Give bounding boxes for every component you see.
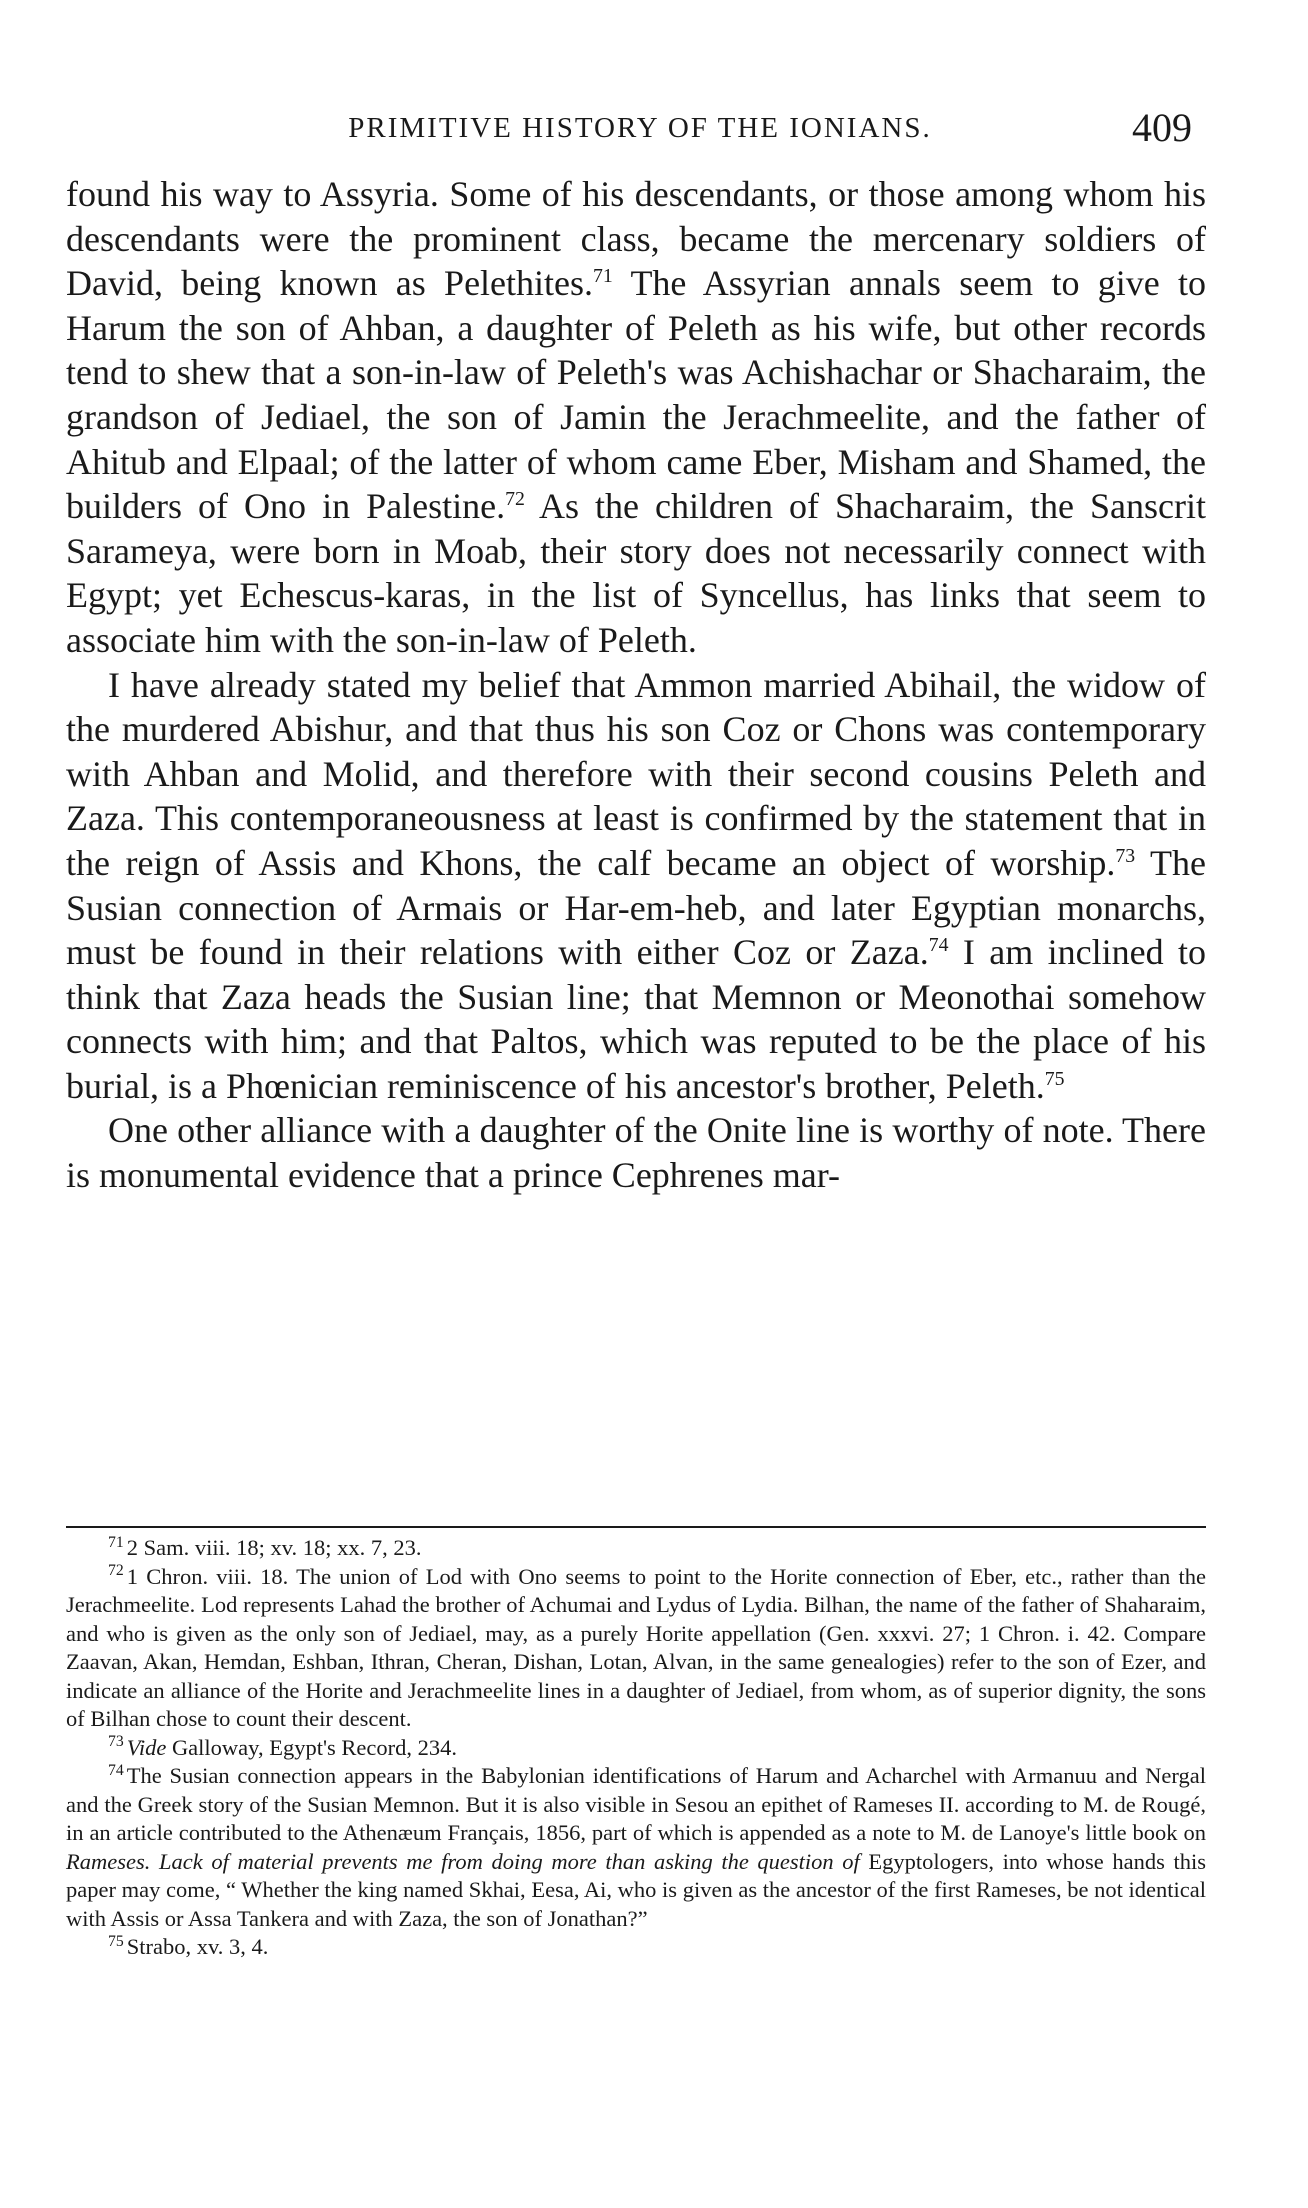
footnote-71 (66, 1534, 1206, 1563)
running-head (70, 104, 1210, 154)
page-number: 409 (1132, 105, 1192, 150)
footnote-divider (66, 1526, 1206, 1528)
footnote-number: 75 (108, 1932, 124, 1950)
footnote-ref-71[interactable]: 71 (593, 265, 613, 288)
paragraph-2-text-c: I am inclined to think that Zaza heads the Susian line; that Memnon or Meonothai somehow connects with him; and that Paltos, which was reputed to be the place of his burial, is a Phœnician reminiscence of his ancestor's brother, Peleth. (66, 932, 1206, 1106)
footnotes (66, 1534, 1206, 1962)
footnote-ref-72[interactable]: 72 (505, 488, 525, 511)
footnote-73 (66, 1734, 1206, 1763)
footnote-number: 74 (108, 1761, 124, 1779)
footnote-italic-text: Rameses. Lack of material prevents me from doing more than asking the question of (66, 1848, 860, 1874)
paragraph-1-text-b: The Assyrian annals seem to give to Harum the son of Ahban, a daughter of Peleth as his wife, but other records tend to shew that a son-in-law of Peleth's was Achishachar or Shacharaim, the grandson of Jediael, the son of Jamin the Jerachmeelite, and the father of Ahitub and Elpaal; of the latter of whom came Eber, Misham and Shamed, the builders of Ono in Palestine. (66, 263, 1206, 527)
paragraph-3-text: One other alliance with a daughter of the Onite line is worthy of note. There is monumental evidence that a prince Cephrenes mar- (66, 1110, 1206, 1196)
footnote-text: The Susian connection appears in the Babylonian identifications of Harum and Acharchel with Armanuu and Nergal and the Greek story of the Susian Memnon. But it is also visible in Sesou an epithet of Rameses II. according to M. de Rougé, in an article contributed to the Athenæum Français, 1856, part of which is appended as a note to M. de Lanoye's little book on (66, 1763, 1206, 1845)
paragraph-1 (66, 172, 1206, 663)
running-title: PRIMITIVE HISTORY OF THE IONIANS. (348, 112, 932, 144)
footnote-text: 2 Sam. viii. 18; xv. 18; xx. 7, 23. (126, 1535, 422, 1560)
footnote-75 (66, 1933, 1206, 1962)
footnote-ref-74[interactable]: 74 (928, 934, 949, 957)
paragraph-2-text-b: The Susian connection of Armais or Har-em-heb, and later Egyptian monarchs, must be found in their relations with either Coz or Zaza. (66, 842, 1206, 973)
paragraph-3 (66, 1108, 1206, 1197)
paragraph-1-text-c: As the children of Shacharaim, the Sanscrit Sarameya, were born in Moab, their story does not necessarily connect with Egypt; yet Echescus-karas, in the list of Syncellus, has links that seem to associate him with the son-in-law of Peleth. (66, 486, 1206, 660)
footnote-text: 1 Chron. viii. 18. The union of Lod with Ono seems to point to the Horite connection of Eber, etc., rather than the Jerachmeelite. Lod represents Lahad the brother of Achumai and Lydus of Lydia. Bilhan, the name of the father of Shaharaim, and who is given as the only son of Jediael, may, as a purely Horite appellation (Gen. xxxvi. 27; 1 Chron. i. 42. Compare Zaavan, Akan, Hemdan, Eshban, Ithran, Cheran, Dishan, Lotan, Alvan, in the same genealogies) refer to the son of Ezer, and indicate an alliance of the Horite and Jerachmeelite lines in a daughter of Jediael, from whom, as of superior dignity, the sons of Bilhan chose to count their descent. (66, 1563, 1206, 1731)
body-text (66, 172, 1206, 1198)
footnote-number: 73 (108, 1733, 124, 1750)
footnote-number: 72 (108, 1562, 124, 1579)
footnote-number: 71 (108, 1533, 124, 1551)
footnote-ref-75[interactable]: 75 (1044, 1067, 1065, 1090)
paragraph-2-text-a: I have already stated my belief that Ammon married Abihail, the widow of the murdered Abishur, and that thus his son Coz or Chons was contemporary with Ahban and Molid, and therefore with their second cousins Peleth and Zaza. This contemporaneousness at least is confirmed by the statement that in the reign of Assis and Khons, the calf became an object of worship. (66, 664, 1206, 883)
paragraph-1-text-a: found his way to Assyria. Some of his descendants, or those among whom his descendants were the prominent class, became the mercenary soldiers of David, being known as Pelethites. (66, 174, 1206, 304)
footnote-text: Strabo, xv. 3, 4. (126, 1934, 269, 1959)
footnote-ref-73[interactable]: 73 (1115, 844, 1136, 867)
paragraph-2 (66, 663, 1206, 1109)
footnote-72 (66, 1563, 1206, 1734)
footnote-text: Galloway, Egypt's Record, 234. (166, 1734, 457, 1760)
footnote-74 (66, 1762, 1206, 1933)
footnote-vide: Vide (126, 1734, 167, 1760)
footnote-text-continued: Egyptologers, into whose hands this paper may come, “ Whether the king named Skhai, Eesa, Ai, who is given as the ancestor of the first Rameses, be not identical with Assis or Assa Tankera and with Zaza, the son of Jonathan?” (66, 1848, 1206, 1931)
